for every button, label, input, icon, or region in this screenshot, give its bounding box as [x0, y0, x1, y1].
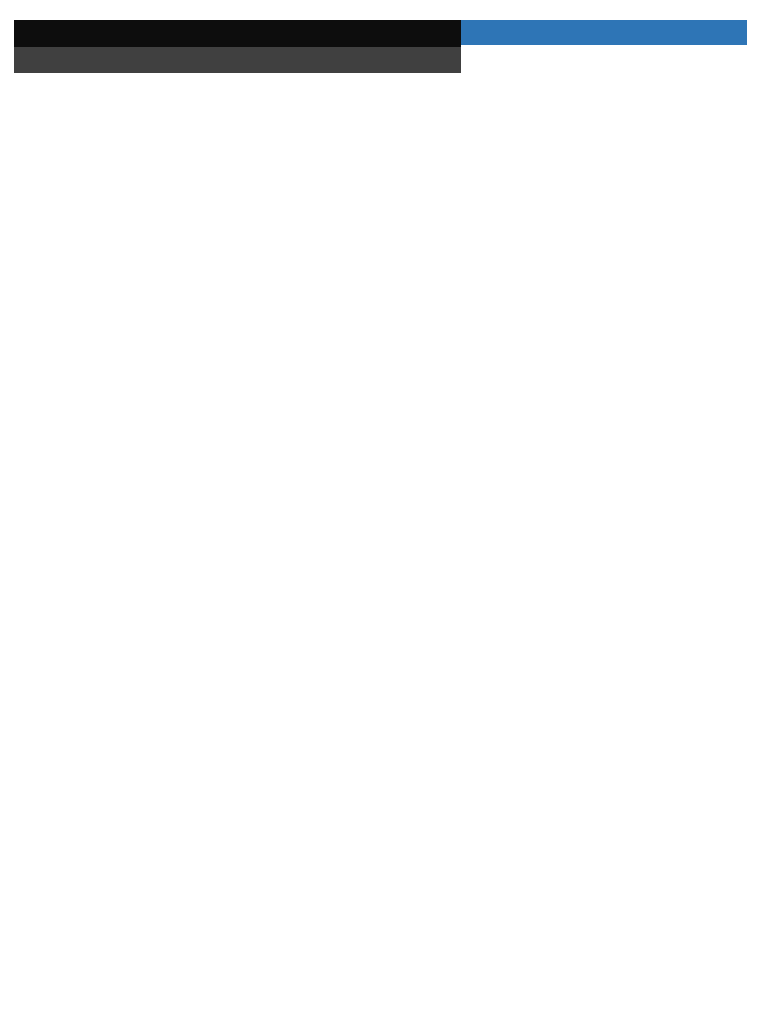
- team-title: [14, 47, 461, 73]
- group-label-serenos: [73, 437, 97, 527]
- group-label-serenos-continued: [53, 557, 77, 581]
- group-label-rescate: [63, 953, 77, 1003]
- page-title: [14, 20, 461, 47]
- month-title: [461, 20, 747, 45]
